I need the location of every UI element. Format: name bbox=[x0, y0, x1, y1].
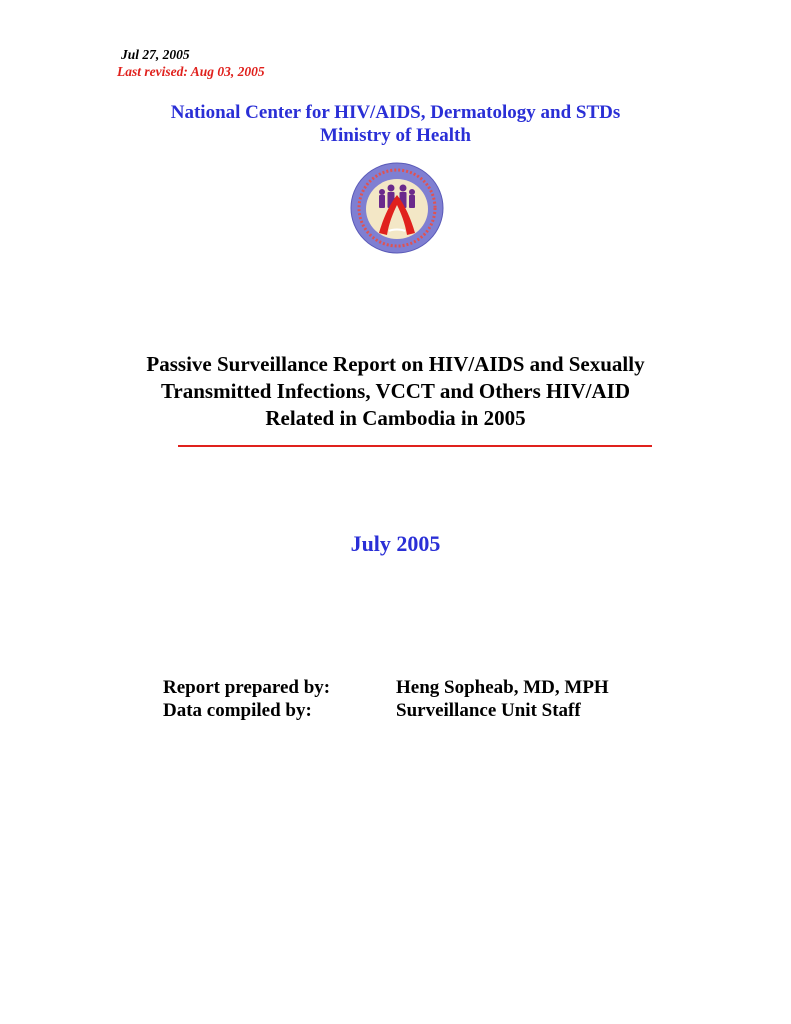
credit-row-prepared bbox=[163, 676, 609, 699]
title-divider bbox=[178, 445, 652, 447]
credit-value: Surveillance Unit Staff bbox=[396, 700, 581, 721]
organization-heading bbox=[0, 101, 791, 147]
credit-value: Heng Sopheab, MD, MPH bbox=[396, 677, 609, 698]
organization-name: National Center for HIV/AIDS, Dermatology and STDs bbox=[170, 102, 621, 123]
report-title bbox=[0, 351, 791, 432]
credit-label: Data compiled by: bbox=[163, 700, 312, 721]
last-revised-date: Last revised: Aug 03, 2005 bbox=[117, 64, 265, 79]
credits-block bbox=[163, 676, 609, 722]
document-date: Jul 27, 2005 bbox=[121, 47, 190, 62]
report-date: July 2005 bbox=[350, 531, 441, 556]
report-title-line-1: Passive Surveillance Report on HIV/AIDS and Sexually bbox=[146, 352, 645, 376]
credit-label: Report prepared by: bbox=[163, 677, 331, 698]
emblem-graphic bbox=[349, 161, 445, 255]
report-title-line-2: Transmitted Infections, VCCT and Others HIV/AID bbox=[160, 379, 631, 403]
credit-row-compiled bbox=[163, 699, 609, 722]
nchads-emblem-icon bbox=[349, 161, 445, 255]
ministry-name: Ministry of Health bbox=[320, 125, 471, 146]
report-title-line-3: Related in Cambodia in 2005 bbox=[265, 406, 526, 430]
